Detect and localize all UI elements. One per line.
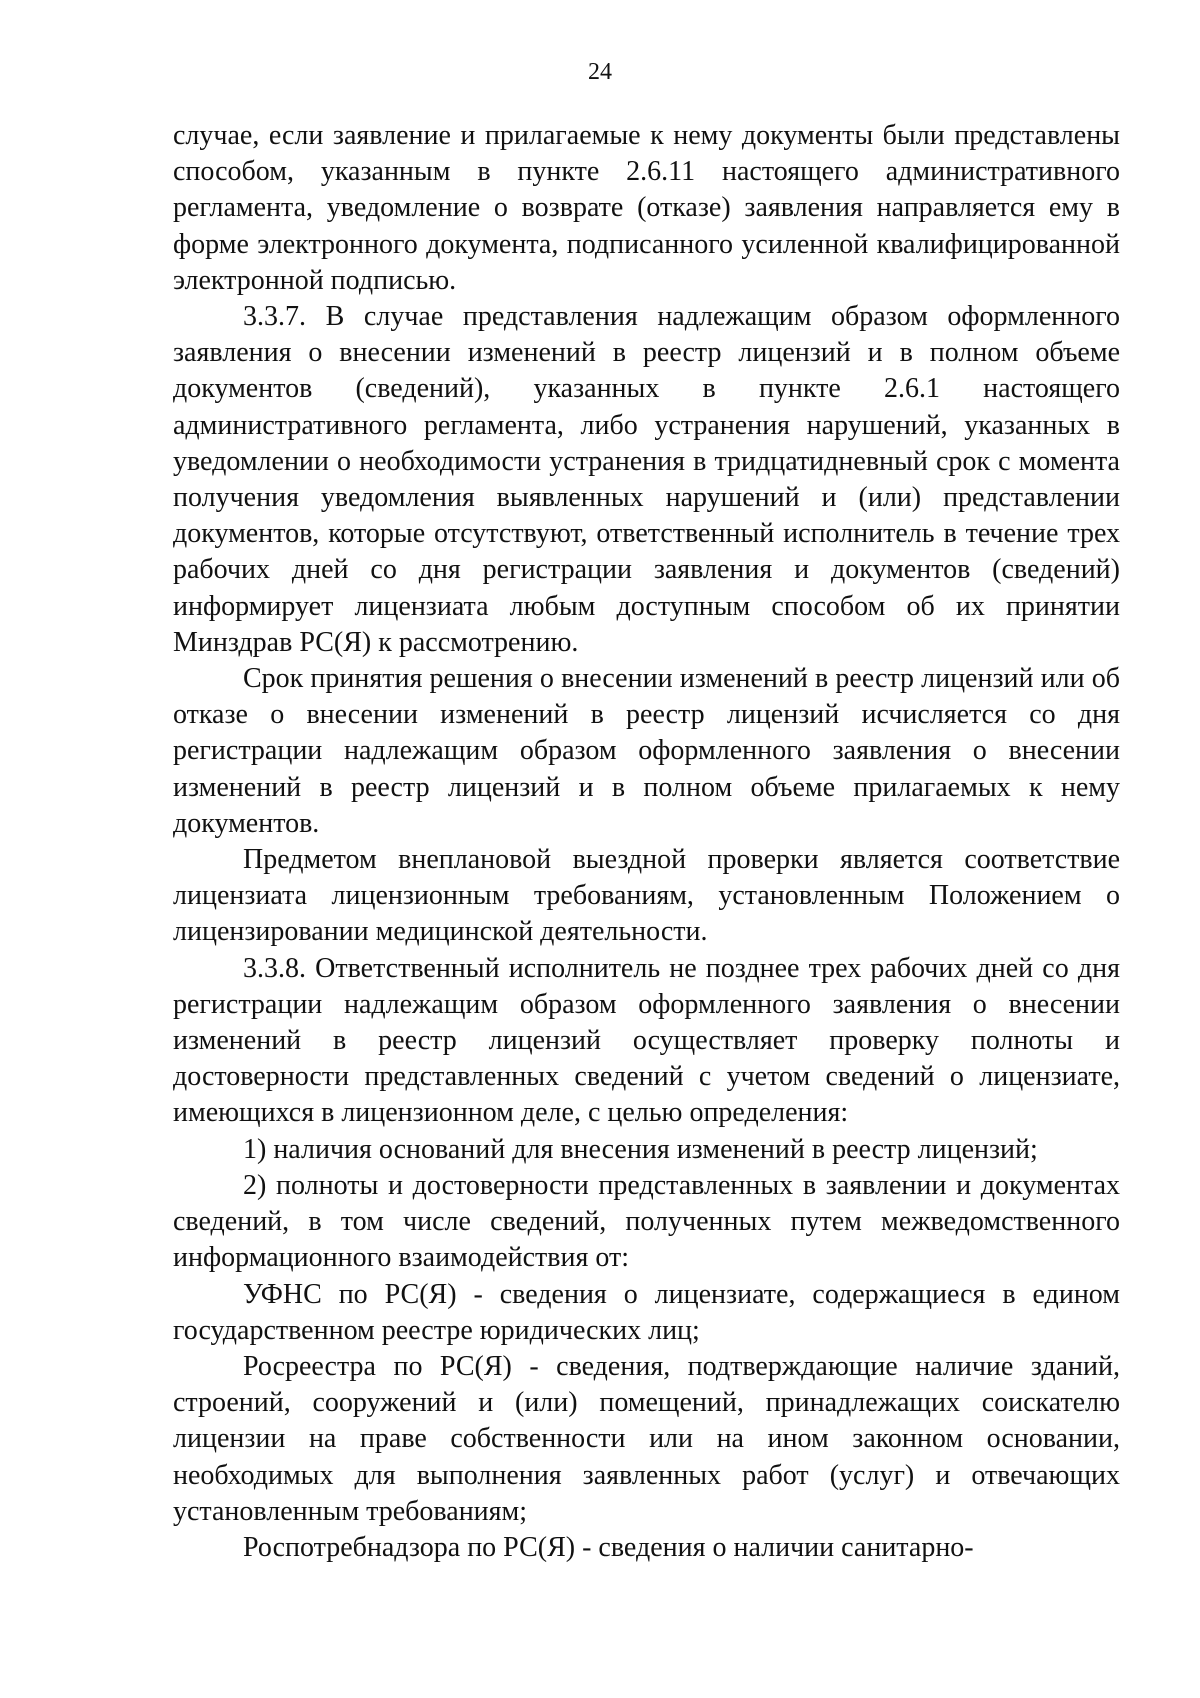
- document-body: [173, 118, 1120, 1566]
- paragraph-inspection-subject: Предметом внеплановой выездной проверки является соответствие лицензиата лицензионным требованиям, установленным Положением о лицензировании медицинской деятельности.: [173, 844, 1120, 948]
- paragraph-continuation: случае, если заявление и прилагаемые к нему документы были представлены способом, указанным в пункте 2.6.11 настоящего административного регламента, уведомление о возврате (отказе) заявления направляется ему в форме электронного документа, подписанного усиленной квалифицированной электронной подписью.: [173, 120, 1120, 296]
- list-item-1: 1) наличия оснований для внесения изменений в реестр лицензий;: [243, 1133, 1038, 1165]
- paragraph-ufns: УФНС по РС(Я) - сведения о лицензиате, содержащиеся в едином государственном реестре юридических лиц;: [173, 1278, 1120, 1346]
- paragraph-rosreestr: Росреестра по РС(Я) - сведения, подтверждающие наличие зданий, строений, сооружений и (или) помещений, принадлежащих соискателю лицензии на праве собственности или на ином законном основании, необходимых для выполнения заявленных работ (услуг) и отвечающих установленным требованиям;: [173, 1350, 1120, 1527]
- paragraph-3-3-7: 3.3.7. В случае представления надлежащим образом оформленного заявления о внесении изменений в реестр лицензий и в полном объеме документов (сведений), указанных в пункте 2.6.1 настоящего административного регламента, либо устранения нарушений, указанных в уведомлении о необходимости устранения в тридцатидневный срок с момента получения уведомления выявленных нарушений и (или) представлении документов, которые отсутствуют, ответственный исполнитель в течение трех рабочих дней со дня регистрации заявления и документов (сведений) информирует лицензиата любым доступным способом об их принятии Минздрав РС(Я) к рассмотрению.: [173, 301, 1120, 658]
- paragraph-decision-term: Срок принятия решения о внесении изменений в реестр лицензий или об отказе о внесении изменений в реестр лицензий исчисляется со дня регистрации надлежащим образом оформленного заявления о внесении изменений в реестр лицензий и в полном объеме прилагаемых к нему документов.: [173, 663, 1120, 839]
- paragraph-rospotrebnadzor: Роспотребнадзора по РС(Я) - сведения о наличии санитарно-: [243, 1531, 974, 1563]
- list-item-2: 2) полноты и достоверности представленных в заявлении и документах сведений, в том числе сведений, полученных путем межведомственного информационного взаимодействия от:: [173, 1169, 1120, 1274]
- page-number: 24: [588, 59, 612, 85]
- paragraph-3-3-8: 3.3.8. Ответственный исполнитель не позднее трех рабочих дней со дня регистрации надлежащим образом оформленного заявления о внесении изменений в реестр лицензий осуществляет проверку полноты и достоверности представленных сведений с учетом сведений о лицензиате, имеющихся в лицензионном деле, с целью определения:: [173, 952, 1120, 1129]
